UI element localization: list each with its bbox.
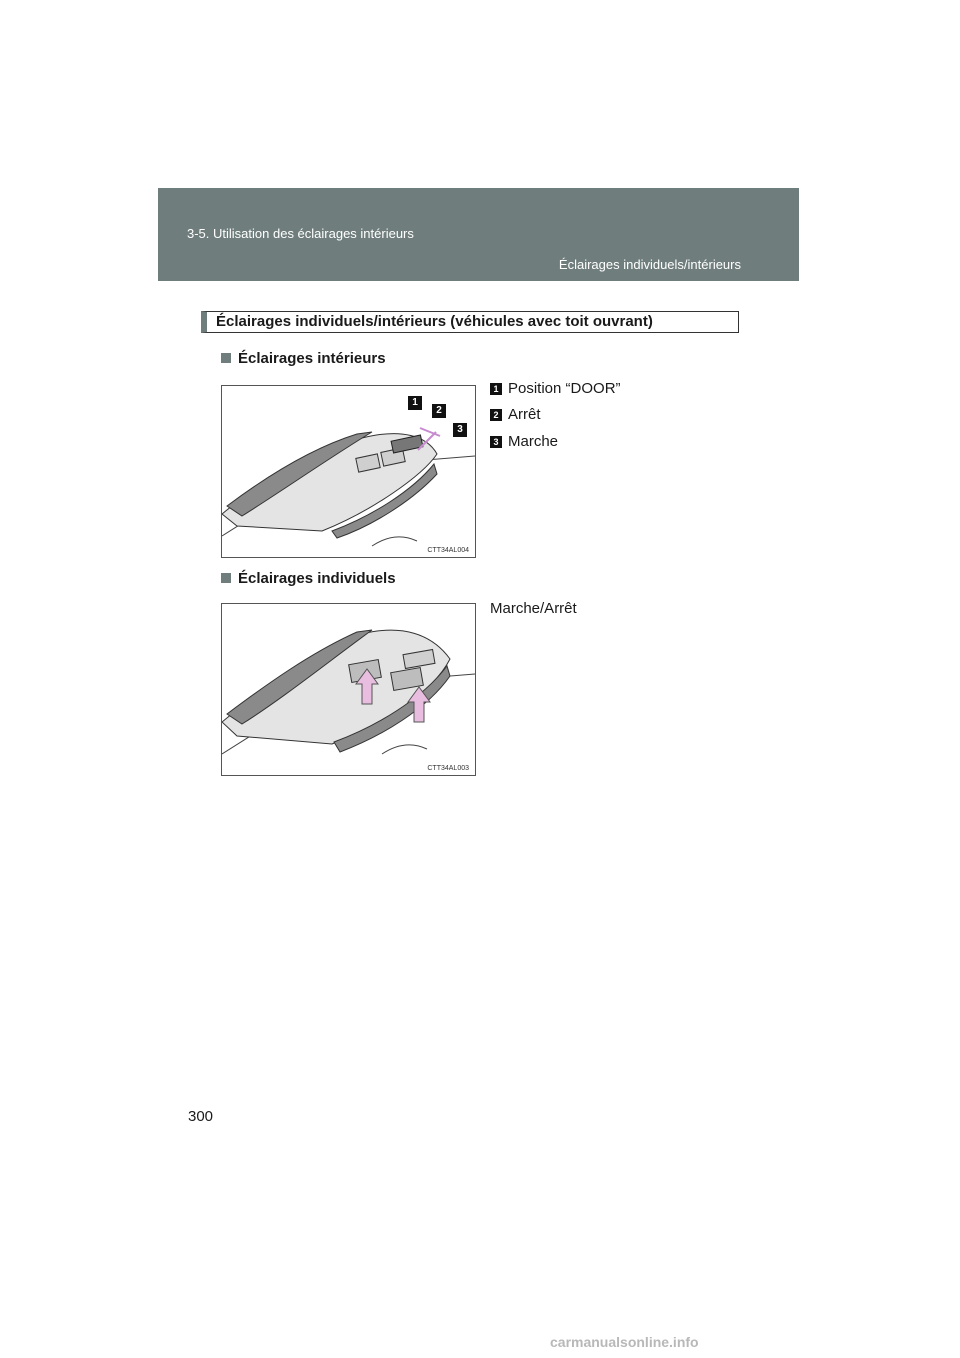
item-off: [490, 406, 541, 423]
section-title: Éclairages individuels/intérieurs (véhicules avec toit ouvrant): [201, 311, 739, 333]
callout-1: 1: [408, 396, 422, 410]
number-3-icon: 3: [490, 436, 502, 448]
footer-watermark: carmanualsonline.info: [550, 1334, 699, 1350]
item-off-text: Arrêt: [508, 406, 541, 423]
section-subtitle: Éclairages individuels/intérieurs: [558, 257, 741, 272]
figure-code: CTT34AL003: [427, 765, 469, 772]
item-on-off: Marche/Arrêt: [490, 600, 577, 617]
interior-heading-text: Éclairages intérieurs: [238, 350, 386, 367]
interior-heading: [221, 350, 386, 367]
item-on-text: Marche: [508, 433, 559, 450]
overhead-console-illustration: [222, 604, 475, 775]
page-number: 300: [188, 1108, 214, 1125]
number-2-icon: 2: [490, 409, 502, 421]
item-on: [490, 433, 558, 450]
individual-heading: [221, 570, 396, 587]
number-1-icon: 1: [490, 383, 502, 395]
callout-3: 3: [453, 423, 467, 437]
chapter-header: [158, 188, 799, 281]
square-bullet-icon: [221, 353, 231, 363]
item-door-text: Position “DOOR”: [508, 380, 621, 397]
item-door: [490, 380, 621, 397]
square-bullet-icon: [221, 573, 231, 583]
individual-light-figure: [221, 603, 476, 776]
individual-heading-text: Éclairages individuels: [238, 570, 396, 587]
interior-light-figure: [221, 385, 476, 558]
chapter-title: 3-5. Utilisation des éclairages intérieurs: [187, 226, 414, 241]
figure-code: CTT34AL004: [427, 547, 469, 554]
callout-2: 2: [432, 404, 446, 418]
